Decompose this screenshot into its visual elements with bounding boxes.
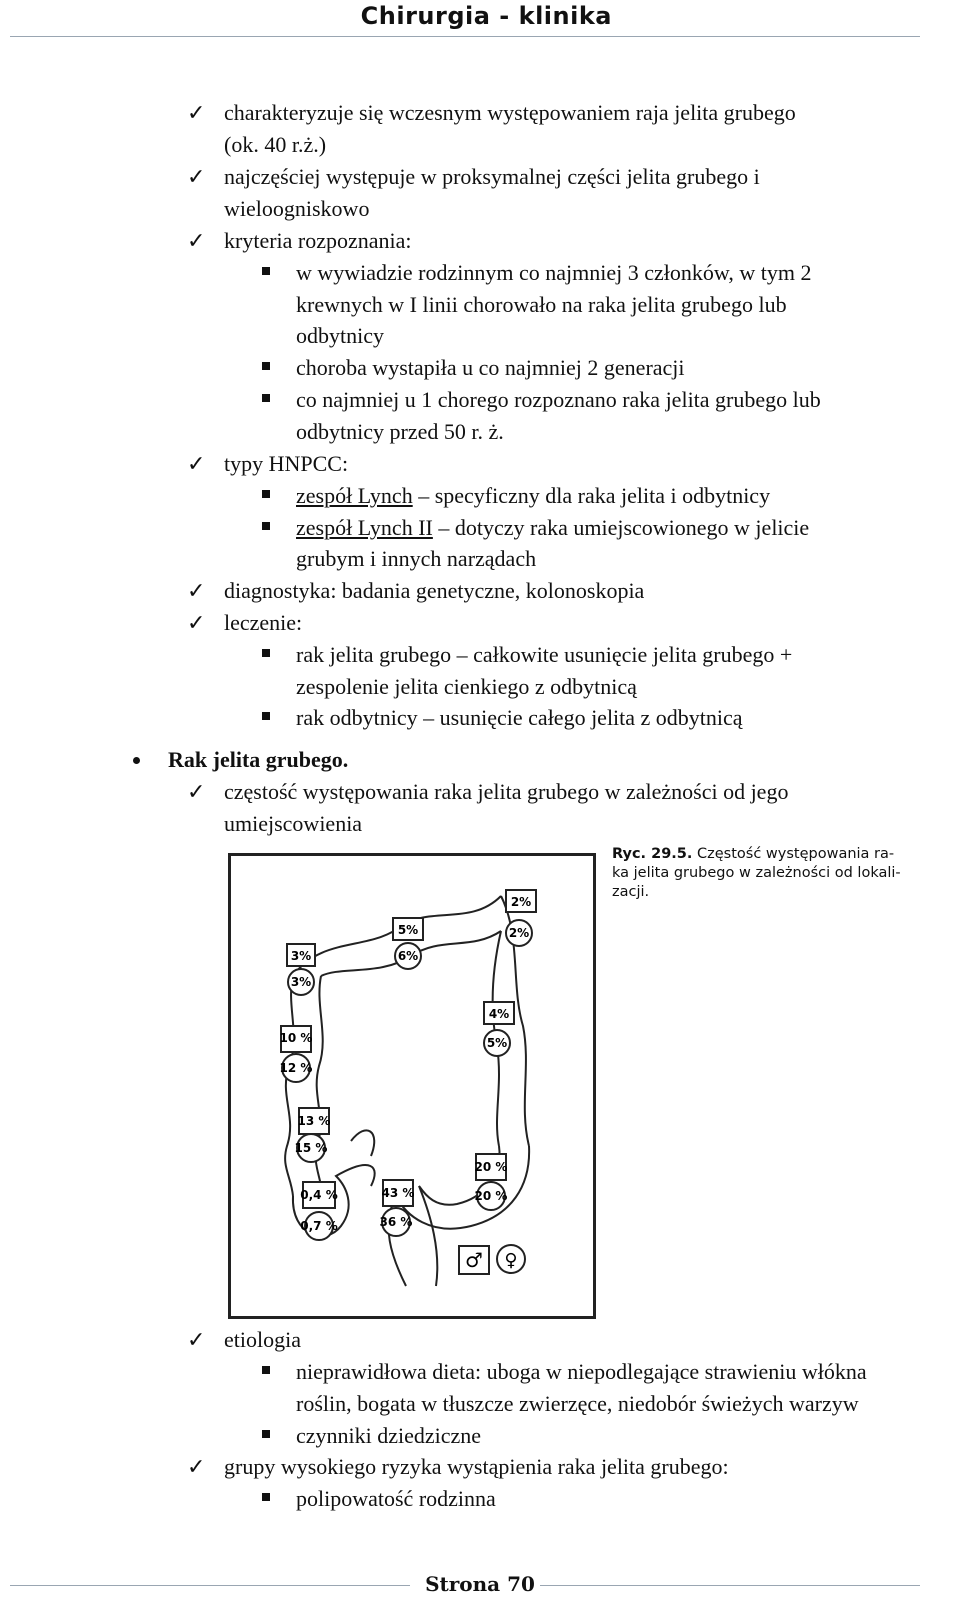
caption-number: Ryc. 29.5. bbox=[612, 846, 693, 862]
text-line: charakteryzuje się wczesnym występowaniem raja jelita grubego bbox=[224, 100, 796, 125]
male-symbol-icon: ♂ bbox=[465, 1248, 483, 1272]
check-icon: ✓ bbox=[187, 164, 206, 189]
text-line: rak jelita grubego – całkowite usunięcie jelita grubego + bbox=[296, 642, 793, 667]
text-line: częstość występowania raka jelita grubego w zależności od jego bbox=[224, 779, 789, 804]
text-line: zespolenie jelita cienkiego z odbytnicą bbox=[296, 674, 637, 699]
text-line: najczęściej występuje w proksymalnej części jelita grubego i bbox=[224, 164, 760, 189]
label-desc-female: 5% bbox=[486, 1036, 508, 1050]
section-heading: Rak jelita grubego. bbox=[168, 747, 349, 772]
text-line: typy HNPCC: bbox=[224, 451, 349, 476]
text-line: umiejscowienia bbox=[224, 811, 363, 836]
text-line: wieloogniskowo bbox=[224, 196, 370, 221]
check-icon: ✓ bbox=[187, 578, 206, 603]
header-divider bbox=[10, 36, 920, 37]
square-bullet-icon bbox=[262, 1493, 270, 1501]
text-line: co najmniej u 1 chorego rozpoznano raka jelita grubego lub bbox=[296, 387, 821, 412]
text-line: (ok. 40 r.ż.) bbox=[224, 132, 327, 157]
text-line: polipowatość rodzinna bbox=[296, 1486, 496, 1511]
round-bullet-icon bbox=[133, 757, 140, 764]
caption-line: zacji. bbox=[612, 884, 650, 900]
caption-line: ka jelita grubego w zależności od lokali- bbox=[612, 865, 901, 881]
female-symbol-icon: ♀ bbox=[504, 1250, 518, 1271]
square-bullet-icon bbox=[262, 649, 270, 657]
label-asc-male: 3% bbox=[290, 949, 312, 963]
text-line: czynniki dziedziczne bbox=[296, 1423, 482, 1448]
text-line: etiologia bbox=[224, 1327, 301, 1352]
term-lynch-desc: – specyficzny dla raka jelita i odbytnicy bbox=[412, 483, 771, 508]
square-bullet-icon bbox=[262, 1366, 270, 1374]
colon-figure bbox=[228, 853, 596, 1319]
text-line: diagnostyka: badania genetyczne, kolonoskopia bbox=[224, 578, 645, 603]
check-icon: ✓ bbox=[187, 1327, 206, 1352]
label-sig-female: 20 % bbox=[474, 1189, 508, 1203]
label-rect-male: 43 % bbox=[381, 1186, 415, 1200]
check-icon: ✓ bbox=[187, 100, 206, 125]
figure-caption bbox=[612, 845, 912, 902]
label-cec-male: 13 % bbox=[297, 1114, 331, 1128]
text-line: grubym i innych narządach bbox=[296, 546, 537, 571]
label-splen-female: 2% bbox=[508, 926, 530, 940]
check-icon: ✓ bbox=[187, 779, 206, 804]
square-bullet-icon bbox=[262, 267, 270, 275]
term-lynch: zespół Lynch bbox=[296, 483, 413, 508]
sigmoid-colon bbox=[396, 1146, 529, 1229]
square-bullet-icon bbox=[262, 362, 270, 370]
term-lynch-ii-desc: – dotyczy raka umiejscowionego w jelicie bbox=[432, 515, 810, 540]
check-icon: ✓ bbox=[187, 1454, 206, 1479]
square-bullet-icon bbox=[262, 394, 270, 402]
square-bullet-icon bbox=[262, 522, 270, 530]
label-cec-female: 15 % bbox=[294, 1141, 328, 1155]
label-asc2-male: 10 % bbox=[279, 1031, 313, 1045]
label-app-female: 0,7 % bbox=[300, 1219, 338, 1233]
text-line: odbytnicy przed 50 r. ż. bbox=[296, 419, 504, 444]
appendix bbox=[351, 1130, 374, 1156]
text-line: kryteria rozpoznania: bbox=[224, 228, 412, 253]
label-trans-female: 6% bbox=[397, 949, 419, 963]
label-desc-male: 4% bbox=[488, 1007, 510, 1021]
label-asc2-female: 12 % bbox=[279, 1061, 313, 1075]
page-number: Strona 70 bbox=[425, 1572, 535, 1596]
text-line: grupy wysokiego ryzyka wystąpienia raka jelita grubego: bbox=[224, 1454, 729, 1479]
label-sig-male: 20 % bbox=[474, 1160, 508, 1174]
ascending-colon bbox=[285, 976, 294, 1196]
text-line bbox=[296, 512, 809, 544]
header-title: Chirurgia - klinika bbox=[360, 2, 612, 30]
text-line: roślin, bogata w tłuszcze zwierzęce, niedobór świeżych warzyw bbox=[296, 1391, 859, 1416]
label-asc-female: 3% bbox=[290, 975, 312, 989]
label-rect-female: 36 % bbox=[379, 1215, 413, 1229]
text-line: choroba wystapiła u co najmniej 2 generacji bbox=[296, 355, 685, 380]
colon-diagram bbox=[231, 856, 593, 1316]
term-lynch-ii: zespół Lynch II bbox=[296, 515, 433, 540]
check-icon: ✓ bbox=[187, 228, 206, 253]
text-line: w wywiadzie rodzinnym co najmniej 3 członków, w tym 2 bbox=[296, 260, 812, 285]
text-line: krewnych w I linii chorowało na raka jelita grubego lub bbox=[296, 292, 787, 317]
check-icon: ✓ bbox=[187, 610, 206, 635]
caption-line: Częstość występowania ra- bbox=[697, 846, 895, 862]
text-line bbox=[296, 480, 770, 512]
label-trans-male: 5% bbox=[397, 923, 419, 937]
square-bullet-icon bbox=[262, 490, 270, 498]
text-line: odbytnicy bbox=[296, 323, 384, 348]
text-line: nieprawidłowa dieta: uboga w niepodlegające strawieniu włókna bbox=[296, 1359, 867, 1384]
text-line: rak odbytnicy – usunięcie całego jelita z odbytnicą bbox=[296, 705, 743, 730]
square-bullet-icon bbox=[262, 1430, 270, 1438]
text-line: leczenie: bbox=[224, 610, 303, 635]
label-splen-male: 2% bbox=[510, 895, 532, 909]
label-app-male: 0,4 % bbox=[300, 1188, 338, 1202]
check-icon: ✓ bbox=[187, 451, 206, 476]
square-bullet-icon bbox=[262, 712, 270, 720]
